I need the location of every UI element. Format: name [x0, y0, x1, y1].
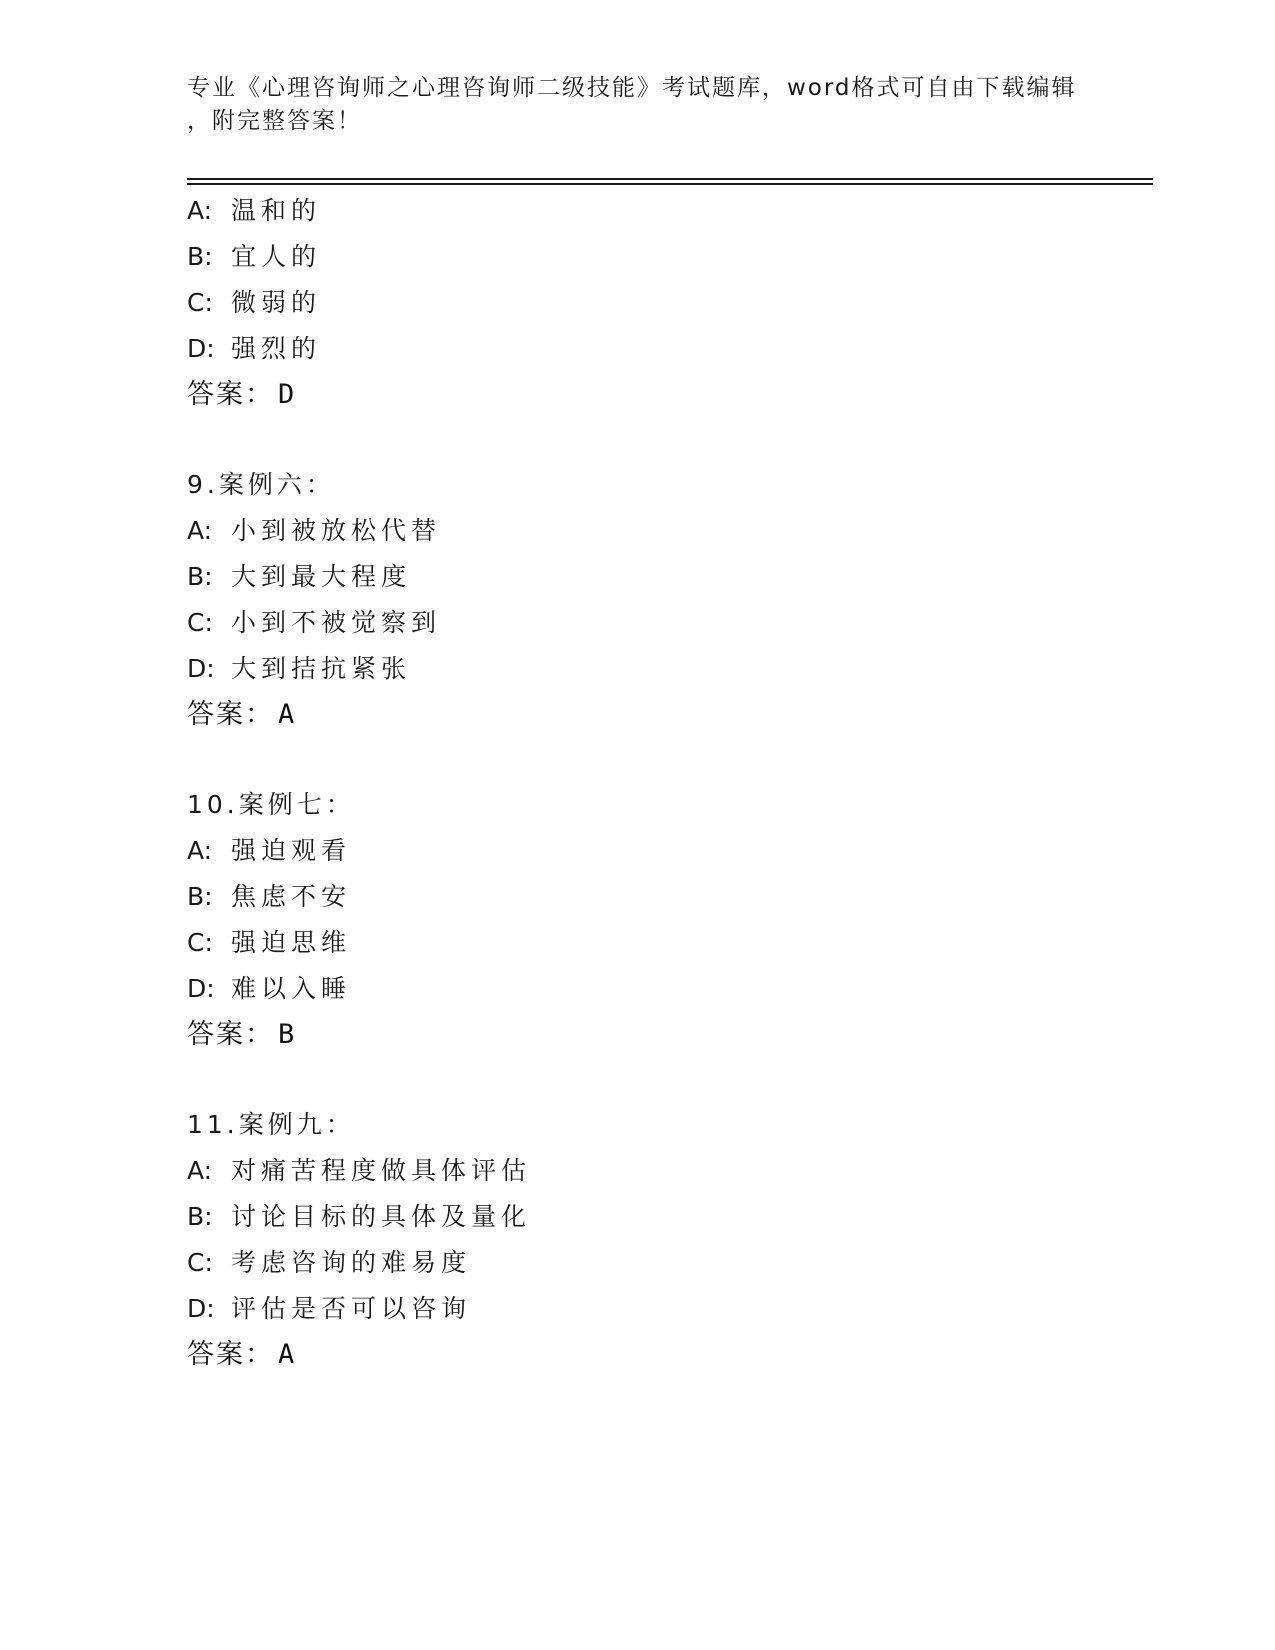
option-tag: D: — [187, 974, 215, 1003]
option-text: 小到不被觉察到 — [231, 608, 442, 637]
answer-label: 答案： — [187, 379, 274, 410]
spacer — [187, 1058, 1147, 1102]
option-text: 对痛苦程度做具体评估 — [231, 1156, 532, 1185]
option-b — [187, 554, 1147, 600]
answer-label: 答案： — [187, 1019, 274, 1050]
option-tag: C: — [187, 288, 213, 317]
option-text: 微弱的 — [231, 288, 322, 317]
option-c — [187, 1240, 1147, 1286]
header-rule-bottom — [187, 183, 1153, 185]
question-block-10 — [187, 782, 1147, 1058]
option-d — [187, 646, 1147, 692]
option-tag: C: — [187, 1248, 213, 1277]
option-b — [187, 234, 1147, 280]
option-tag: B: — [187, 242, 213, 271]
option-b — [187, 1194, 1147, 1240]
option-text: 强烈的 — [231, 334, 322, 363]
option-d — [187, 326, 1147, 372]
option-text: 大到拮抗紧张 — [231, 654, 412, 683]
option-tag: B: — [187, 882, 213, 911]
option-tag: A: — [187, 1156, 213, 1185]
option-tag: D: — [187, 334, 215, 363]
question-title: 10.案例七： — [187, 790, 355, 819]
option-tag: C: — [187, 928, 213, 957]
header-line-2: ，附完整答案！ — [187, 108, 362, 134]
option-text: 焦虑不安 — [231, 882, 352, 911]
option-d — [187, 1286, 1147, 1332]
option-a — [187, 1148, 1147, 1194]
question-title: 11.案例九： — [187, 1110, 355, 1139]
option-a — [187, 188, 1147, 234]
option-c — [187, 920, 1147, 966]
option-a — [187, 508, 1147, 554]
question-block-11 — [187, 1102, 1147, 1378]
spacer — [187, 738, 1147, 782]
option-tag: B: — [187, 562, 213, 591]
option-text: 讨论目标的具体及量化 — [231, 1202, 532, 1231]
answer-line — [187, 372, 1147, 418]
header-line-1: 专业《心理咨询师之心理咨询师二级技能》考试题库，word格式可自由下载编辑 — [187, 75, 1077, 101]
question-block-8 — [187, 188, 1147, 418]
option-tag: B: — [187, 1202, 213, 1231]
question-title: 9.案例六： — [187, 470, 335, 499]
option-text: 考虑咨询的难易度 — [231, 1248, 472, 1277]
answer-label: 答案： — [187, 699, 274, 730]
option-c — [187, 280, 1147, 326]
answer-value: A — [278, 1339, 297, 1370]
option-tag: A: — [187, 836, 213, 865]
option-b — [187, 874, 1147, 920]
answer-line — [187, 1012, 1147, 1058]
option-text: 难以入睡 — [231, 974, 352, 1003]
option-text: 宜人的 — [231, 242, 322, 271]
option-tag: C: — [187, 608, 213, 637]
answer-value: D — [278, 379, 297, 410]
option-text: 强迫思维 — [231, 928, 352, 957]
option-text: 大到最大程度 — [231, 562, 412, 591]
option-text: 强迫观看 — [231, 836, 352, 865]
answer-value: B — [278, 1019, 297, 1050]
option-tag: A: — [187, 196, 213, 225]
answer-label: 答案： — [187, 1339, 274, 1370]
spacer — [187, 418, 1147, 462]
option-tag: A: — [187, 516, 213, 545]
option-c — [187, 600, 1147, 646]
question-block-9 — [187, 462, 1147, 738]
option-text: 小到被放松代替 — [231, 516, 442, 545]
option-text: 评估是否可以咨询 — [231, 1294, 472, 1323]
answer-line — [187, 692, 1147, 738]
answer-line — [187, 1332, 1147, 1378]
option-tag: D: — [187, 1294, 215, 1323]
option-a — [187, 828, 1147, 874]
option-text: 温和的 — [231, 196, 322, 225]
answer-value: A — [278, 699, 297, 730]
document-header — [187, 72, 1087, 138]
question-list — [187, 188, 1147, 1378]
header-rule-top — [187, 178, 1153, 180]
option-d — [187, 966, 1147, 1012]
option-tag: D: — [187, 654, 215, 683]
